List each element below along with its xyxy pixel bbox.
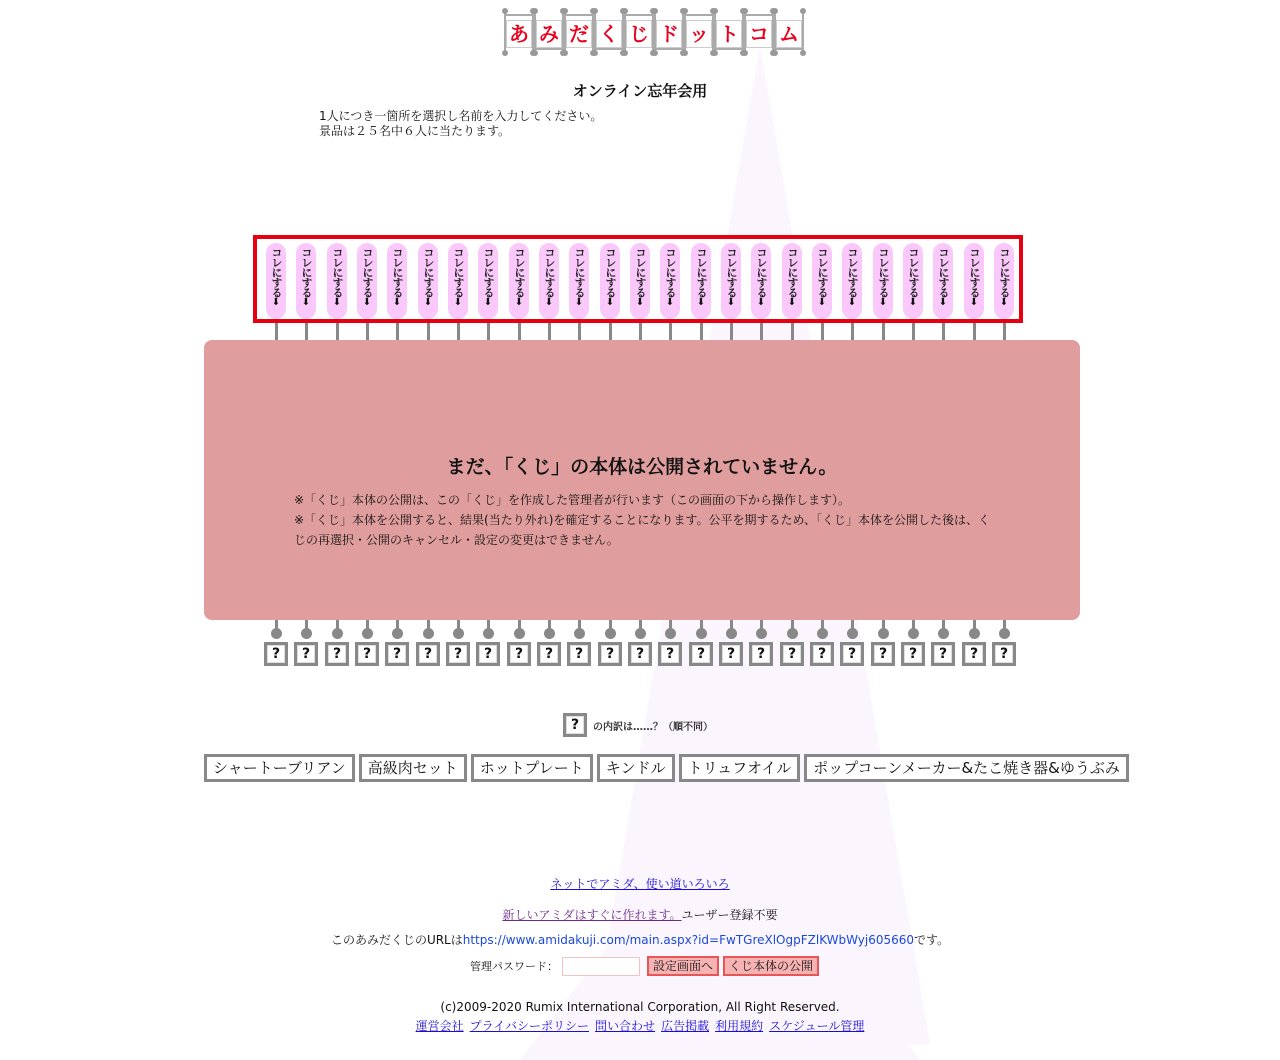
choice-label: コレにする (422, 247, 435, 297)
prize-item: ポップコーンメーカー&たこ焼き器&ゆうぶみ (804, 754, 1129, 782)
result-box-13: ? (628, 642, 652, 666)
amida-line-top (669, 323, 672, 340)
choice-button-24[interactable] (964, 243, 984, 319)
footer-link[interactable]: 広告掲載 (661, 1019, 710, 1033)
line-knob (574, 628, 585, 639)
line-knob (332, 628, 343, 639)
down-arrow-icon: ⬇ (271, 297, 281, 308)
legend-text: の内訳は……？（順不同） (593, 721, 713, 733)
choice-label: コレにする (452, 247, 465, 297)
choice-label: コレにする (877, 247, 890, 297)
down-arrow-icon: ⬇ (787, 297, 797, 308)
choice-label: コレにする (725, 247, 738, 297)
amida-line-top (487, 323, 490, 340)
line-knob (696, 628, 707, 639)
logo-char: だ (566, 20, 592, 48)
line-knob (301, 628, 312, 639)
amida-line-top (639, 323, 642, 340)
choice-button-25[interactable] (994, 243, 1014, 319)
choice-button-12[interactable] (600, 243, 620, 319)
choice-label: コレにする (968, 247, 981, 297)
amida-line-top (427, 323, 430, 340)
copyright: (c)2009-2020 Rumix International Corporation, All Right Reserved. (440, 1000, 840, 1014)
down-arrow-icon: ⬇ (847, 297, 857, 308)
logo-cell (504, 6, 534, 58)
logo-char: ム (776, 20, 802, 48)
site-logo[interactable] (504, 6, 804, 58)
choice-button-5[interactable] (387, 243, 407, 319)
line-knob (635, 628, 646, 639)
result-box-22: ? (901, 642, 925, 666)
uses-link[interactable]: ネットでアミダ、使い道いろいろ (550, 877, 730, 891)
url-prefix: このあみだくじのURLは (330, 933, 463, 947)
line-knob (544, 628, 555, 639)
result-box-18: ? (780, 642, 804, 666)
choice-button-1[interactable] (266, 243, 286, 319)
amida-line-top (912, 323, 915, 340)
choice-button-2[interactable] (296, 243, 316, 319)
choice-button-13[interactable] (630, 243, 650, 319)
choice-button-22[interactable] (903, 243, 923, 319)
amida-line-top (578, 323, 581, 340)
logo-cell (564, 6, 594, 58)
down-arrow-icon: ⬇ (392, 297, 402, 308)
intro-text (319, 109, 602, 139)
choice-label: コレにする (816, 247, 829, 297)
choice-label: コレにする (664, 247, 677, 297)
choice-label: コレにする (300, 247, 313, 297)
choice-label: コレにする (786, 247, 799, 297)
line-knob (878, 628, 889, 639)
url-suffix: です。 (914, 933, 950, 947)
logo-char: ッ (686, 20, 712, 48)
choice-button-15[interactable] (691, 243, 711, 319)
choice-label: コレにする (998, 247, 1011, 297)
url-row (0, 931, 1280, 948)
logo-cell (594, 6, 624, 58)
amida-line-top (760, 323, 763, 340)
result-box-24: ? (962, 642, 986, 666)
logo-char: コ (746, 20, 772, 48)
uses-link-row (0, 875, 1280, 892)
choice-button-20[interactable] (842, 243, 862, 319)
publish-button[interactable]: くじ本体の公開 (723, 956, 819, 976)
footer-link[interactable]: 利用規約 (715, 1019, 764, 1033)
intro-line-1: 1人につき一箇所を選択し名前を入力してください。 (319, 109, 603, 123)
choice-button-18[interactable] (782, 243, 802, 319)
amida-line-top (942, 323, 945, 340)
logo-cell (714, 6, 744, 58)
amida-line-top (821, 323, 824, 340)
line-knob (938, 628, 949, 639)
result-box-15: ? (689, 642, 713, 666)
logo-cell (624, 6, 654, 58)
footer-links (0, 1017, 1280, 1034)
question-box-icon: ? (563, 713, 587, 737)
amida-line-top (457, 323, 460, 340)
line-knob (787, 628, 798, 639)
footer-link[interactable]: プライバシーポリシー (469, 1019, 590, 1033)
choice-button-21[interactable] (873, 243, 893, 319)
down-arrow-icon: ⬇ (665, 297, 675, 308)
logo-cell (684, 6, 714, 58)
down-arrow-icon: ⬇ (544, 297, 554, 308)
result-box-21: ? (871, 642, 895, 666)
result-box-14: ? (658, 642, 682, 666)
notice-body (294, 490, 994, 550)
logo-char: ト (716, 20, 742, 48)
line-knob (605, 628, 616, 639)
amida-line-top (1003, 323, 1006, 340)
line-knob (847, 628, 858, 639)
amida-line-top (791, 323, 794, 340)
logo-char: み (536, 20, 562, 48)
amida-line-top (366, 323, 369, 340)
amida-line-top (305, 323, 308, 340)
result-box-7: ? (446, 642, 470, 666)
choice-button-16[interactable] (721, 243, 741, 319)
down-arrow-icon: ⬇ (332, 297, 342, 308)
result-box-4: ? (355, 642, 379, 666)
down-arrow-icon: ⬇ (635, 297, 645, 308)
logo-cell (654, 6, 684, 58)
result-box-12: ? (598, 642, 622, 666)
down-arrow-icon: ⬇ (574, 297, 584, 308)
choice-label: コレにする (846, 247, 859, 297)
down-arrow-icon: ⬇ (514, 297, 524, 308)
down-arrow-icon: ⬇ (969, 297, 979, 308)
result-box-1: ? (264, 642, 288, 666)
line-knob (726, 628, 737, 639)
choice-button-4[interactable] (357, 243, 377, 319)
down-arrow-icon: ⬇ (878, 297, 888, 308)
amida-line-top (973, 323, 976, 340)
line-knob (908, 628, 919, 639)
logo-char: じ (626, 20, 652, 48)
password-label: 管理パスワード： (470, 960, 558, 973)
choice-button-17[interactable] (751, 243, 771, 319)
down-arrow-icon: ⬇ (301, 297, 311, 308)
new-amida-row (0, 906, 1280, 923)
line-knob (271, 628, 282, 639)
line-knob (392, 628, 403, 639)
footer-link[interactable]: 運営会社 (415, 1019, 464, 1033)
down-arrow-icon: ⬇ (999, 297, 1009, 308)
choice-label: コレにする (391, 247, 404, 297)
amida-line-top (700, 323, 703, 340)
choice-button-11[interactable] (569, 243, 589, 319)
intro-line-2: 景品は２５名中６人に当たります。 (319, 124, 511, 138)
down-arrow-icon: ⬇ (817, 297, 827, 308)
prize-item: シャートーブリアン (204, 754, 355, 782)
choice-label: コレにする (755, 247, 768, 297)
down-arrow-icon: ⬇ (756, 297, 766, 308)
no-register-text: ユーザー登録不要 (681, 908, 778, 922)
footer-link[interactable]: スケジュール管理 (769, 1019, 865, 1033)
line-knob (483, 628, 494, 639)
result-box-25: ? (992, 642, 1016, 666)
choice-label: コレにする (270, 247, 283, 297)
notice-note-2: ※「くじ」本体を公開すると、結果(当たり外れ)を確定することになります。公平を期するため、「くじ」本体を公開した後は、くじの再選択・公開のキャンセル・設定の変更はできません。 (294, 513, 990, 547)
result-box-9: ? (507, 642, 531, 666)
choice-label: コレにする (604, 247, 617, 297)
choice-label: コレにする (361, 247, 374, 297)
down-arrow-icon: ⬇ (938, 297, 948, 308)
line-knob (665, 628, 676, 639)
choice-button-23[interactable] (933, 243, 953, 319)
choice-button-6[interactable] (418, 243, 438, 319)
prize-item: ホットプレート (471, 754, 593, 782)
logo-cell (534, 6, 564, 58)
down-arrow-icon: ⬇ (423, 297, 433, 308)
amida-line-top (882, 323, 885, 340)
choice-button-19[interactable] (812, 243, 832, 319)
line-knob (423, 628, 434, 639)
choice-button-10[interactable] (539, 243, 559, 319)
down-arrow-icon: ⬇ (453, 297, 463, 308)
logo-cell (744, 6, 774, 58)
result-box-16: ? (719, 642, 743, 666)
unpublished-notice-panel (204, 340, 1080, 620)
page-title: オンライン忘年会用 (572, 82, 708, 100)
line-knob (817, 628, 828, 639)
admin-password-input[interactable] (562, 957, 640, 976)
choice-label: コレにする (573, 247, 586, 297)
down-arrow-icon: ⬇ (605, 297, 615, 308)
result-box-20: ? (840, 642, 864, 666)
amida-line-top (609, 323, 612, 340)
prize-item: 高級肉セット (359, 754, 467, 782)
line-knob (999, 628, 1010, 639)
footer-link[interactable]: 問い合わせ (595, 1019, 656, 1033)
result-box-17: ? (749, 642, 773, 666)
amida-line-top (275, 323, 278, 340)
prize-list (204, 754, 1129, 782)
result-box-10: ? (537, 642, 561, 666)
logo-char: ド (656, 20, 682, 48)
choice-button-9[interactable] (509, 243, 529, 319)
line-knob (969, 628, 980, 639)
logo-char: く (596, 20, 622, 48)
choice-label: コレにする (331, 247, 344, 297)
logo-cell (774, 6, 804, 58)
result-box-11: ? (567, 642, 591, 666)
prize-legend (563, 713, 713, 737)
result-box-2: ? (294, 642, 318, 666)
down-arrow-icon: ⬇ (483, 297, 493, 308)
line-knob (756, 628, 767, 639)
result-box-5: ? (385, 642, 409, 666)
settings-button[interactable]: 設定画面へ (647, 956, 719, 976)
result-box-6: ? (416, 642, 440, 666)
result-box-3: ? (325, 642, 349, 666)
choice-button-8[interactable] (478, 243, 498, 319)
choice-label: コレにする (543, 247, 556, 297)
choice-label: コレにする (937, 247, 950, 297)
admin-row (470, 956, 819, 976)
line-knob (514, 628, 525, 639)
new-amida-link[interactable]: 新しいアミダはすぐに作れます。 (502, 908, 682, 922)
choice-button-7[interactable] (448, 243, 468, 319)
down-arrow-icon: ⬇ (362, 297, 372, 308)
notice-note-1: ※「くじ」本体の公開は、この「くじ」を作成した管理者が行います（この画面の下から操作します）。 (294, 493, 851, 507)
line-knob (453, 628, 464, 639)
amida-line-top (396, 323, 399, 340)
amida-line-top (548, 323, 551, 340)
amida-line-top (851, 323, 854, 340)
down-arrow-icon: ⬇ (696, 297, 706, 308)
choice-label: コレにする (634, 247, 647, 297)
line-knob (362, 628, 373, 639)
result-box-19: ? (810, 642, 834, 666)
choice-button-14[interactable] (660, 243, 680, 319)
choice-button-3[interactable] (327, 243, 347, 319)
result-box-23: ? (931, 642, 955, 666)
logo-char: あ (506, 20, 532, 48)
prize-item: キンドル (597, 754, 675, 782)
choice-label: コレにする (513, 247, 526, 297)
amida-line-top (336, 323, 339, 340)
notice-heading: まだ、「くじ」の本体は公開されていません。 (446, 456, 838, 478)
prize-item: トリュフオイル (679, 754, 801, 782)
amida-line-top (730, 323, 733, 340)
choice-label: コレにする (482, 247, 495, 297)
down-arrow-icon: ⬇ (726, 297, 736, 308)
choice-label: コレにする (907, 247, 920, 297)
down-arrow-icon: ⬇ (908, 297, 918, 308)
amida-url-link[interactable]: https://www.amidakuji.com/main.aspx?id=FwTGreXlOgpFZlKWbWyj605660 (462, 933, 915, 947)
choice-label: コレにする (695, 247, 708, 297)
amida-line-top (518, 323, 521, 340)
result-box-8: ? (476, 642, 500, 666)
